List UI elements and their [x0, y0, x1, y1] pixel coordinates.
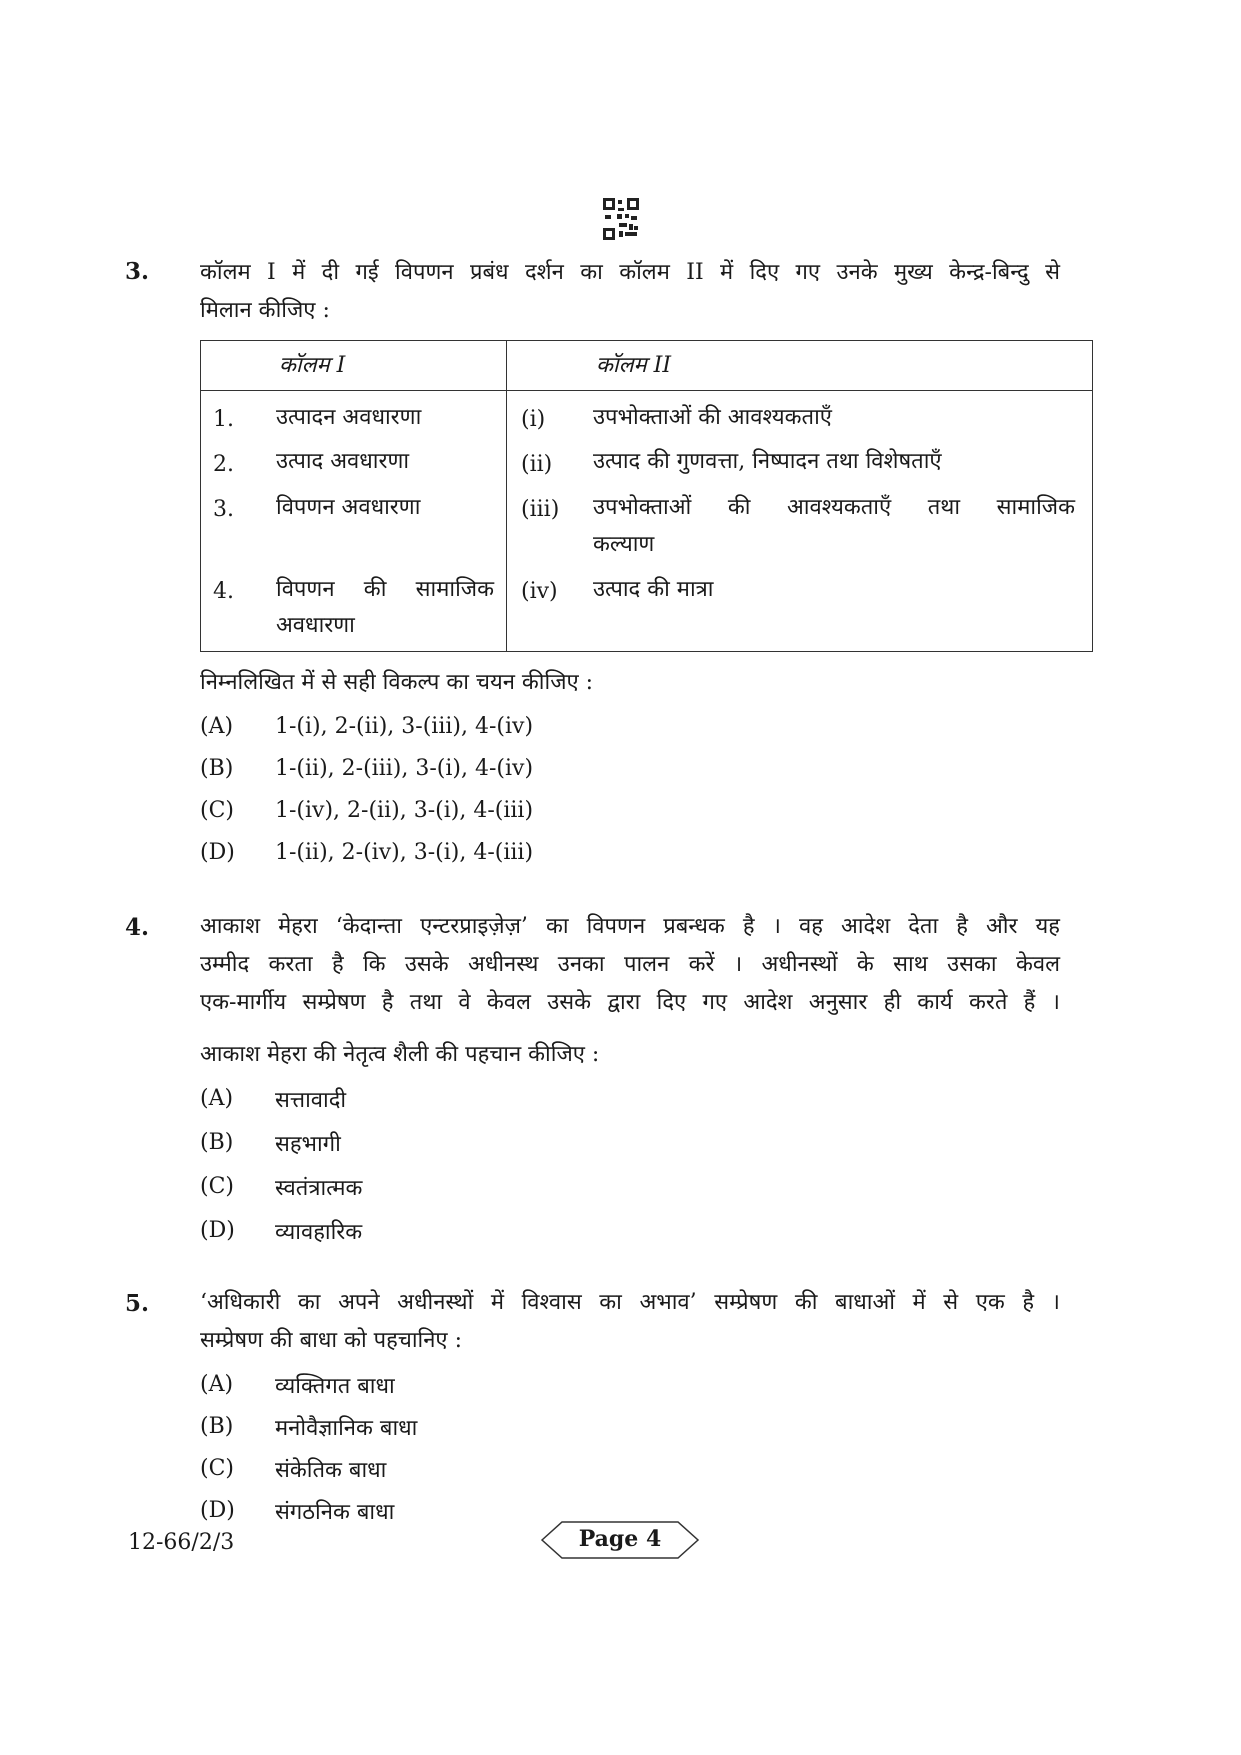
table-row-focus: उपभोक्ताओं की आवश्यकताएँ: [593, 405, 832, 430]
question-4-line1: आकाश मेहरा ‘केदान्ता एन्टरप्राइज़ेज़’ का विपणन प्रबन्धक है । वह आदेश देता है और यह: [200, 914, 1060, 939]
option-letter: (B): [200, 1130, 234, 1155]
option-letter: (B): [200, 756, 234, 781]
option-letter: (C): [200, 1174, 234, 1199]
table-row-concept-cont: अवधारणा: [276, 613, 355, 638]
table-row-number: 3.: [213, 497, 234, 522]
question-4-line3: एक-मार्गीय सम्प्रेषण है तथा वे केवल उसके द्वारा दिए गए आदेश अनुसार ही कार्य करते हैं ।: [200, 990, 1060, 1015]
option-text: 1-(iv), 2-(ii), 3-(i), 4-(iii): [275, 798, 534, 823]
option-letter: (C): [200, 798, 234, 823]
option-text: संगठनिक बाधा: [275, 1500, 395, 1525]
option-text: 1-(i), 2-(ii), 3-(iii), 4-(iv): [275, 714, 534, 739]
table-row-concept: विपणन अवधारणा: [276, 495, 421, 520]
option-letter: (D): [200, 1218, 235, 1243]
option-text: सहभागी: [275, 1132, 341, 1157]
option-text: व्यक्तिगत बाधा: [275, 1374, 395, 1399]
question-3-number: 3.: [125, 258, 150, 285]
option-text: व्यावहारिक: [275, 1220, 363, 1245]
table-header-col2: कॉलम II: [596, 353, 672, 378]
question-4-number: 4.: [125, 914, 150, 941]
table-row-focus: उपभोक्ताओं की आवश्यकताएँ तथा सामाजिक: [593, 495, 1075, 520]
table-row-roman: (iv): [521, 579, 558, 604]
option-text: स्वतंत्रात्मक: [275, 1176, 363, 1201]
table-row-concept: उत्पाद अवधारणा: [276, 449, 410, 474]
question-3-instruction: निम्नलिखित में से सही विकल्प का चयन कीजिए :: [200, 670, 594, 695]
option-text: 1-(ii), 2-(iv), 3-(i), 4-(iii): [275, 840, 534, 865]
question-5-number: 5.: [125, 1290, 150, 1317]
option-letter: (A): [200, 714, 234, 739]
table-row-number: 4.: [213, 579, 234, 604]
qr-code-icon: [603, 198, 639, 240]
table-row-number: 1.: [213, 407, 234, 432]
question-5-line2: सम्प्रेषण की बाधा को पहचानिए :: [200, 1328, 463, 1353]
paper-code: 12-66/2/3: [128, 1530, 235, 1555]
table-header-col1: कॉलम I: [279, 353, 346, 378]
option-letter: (D): [200, 1498, 235, 1523]
option-letter: (A): [200, 1372, 234, 1397]
table-row-number: 2.: [213, 452, 234, 477]
page-number: Page 4: [578, 1526, 662, 1552]
question-4-line2: उम्मीद करता है कि उसके अधीनस्थ उनका पालन करें । अधीनस्थों के साथ उसका केवल: [200, 952, 1060, 977]
option-letter: (D): [200, 840, 235, 865]
option-text: 1-(ii), 2-(iii), 3-(i), 4-(iv): [275, 756, 534, 781]
option-text: संकेतिक बाधा: [275, 1458, 387, 1483]
option-text: सत्तावादी: [275, 1088, 347, 1113]
question-3-text-line2: मिलान कीजिए :: [200, 298, 330, 323]
question-4-instruction: आकाश मेहरा की नेतृत्व शैली की पहचान कीजिए :: [200, 1042, 600, 1067]
table-row-focus: उत्पाद की मात्रा: [593, 577, 714, 602]
table-row-roman: (ii): [521, 452, 553, 477]
table-row-concept: विपणन की सामाजिक: [276, 577, 494, 602]
table-row-focus: उत्पाद की गुणवत्ता, निष्पादन तथा विशेषताएँ: [593, 449, 942, 474]
option-letter: (C): [200, 1456, 234, 1481]
table-row-concept: उत्पादन अवधारणा: [276, 405, 422, 430]
table-row-focus-cont: कल्याण: [593, 532, 655, 557]
question-5-line1: ‘अधिकारी का अपने अधीनस्थों में विश्वास का अभाव’ सम्प्रेषण की बाधाओं में से एक है ।: [200, 1290, 1060, 1315]
table-header-divider: [201, 390, 1092, 391]
table-divider: [506, 341, 507, 651]
question-3-text-line1: कॉलम I में दी गई विपणन प्रबंध दर्शन का कॉलम II में दिए गए उनके मुख्य केन्द्र-बिन्दु से: [200, 260, 1060, 285]
option-text: मनोवैज्ञानिक बाधा: [275, 1416, 418, 1441]
option-letter: (A): [200, 1086, 234, 1111]
table-row-roman: (iii): [521, 497, 560, 522]
match-table: [200, 340, 1093, 652]
page-indicator: [540, 1520, 700, 1560]
table-row-roman: (i): [521, 407, 546, 432]
option-letter: (B): [200, 1414, 234, 1439]
